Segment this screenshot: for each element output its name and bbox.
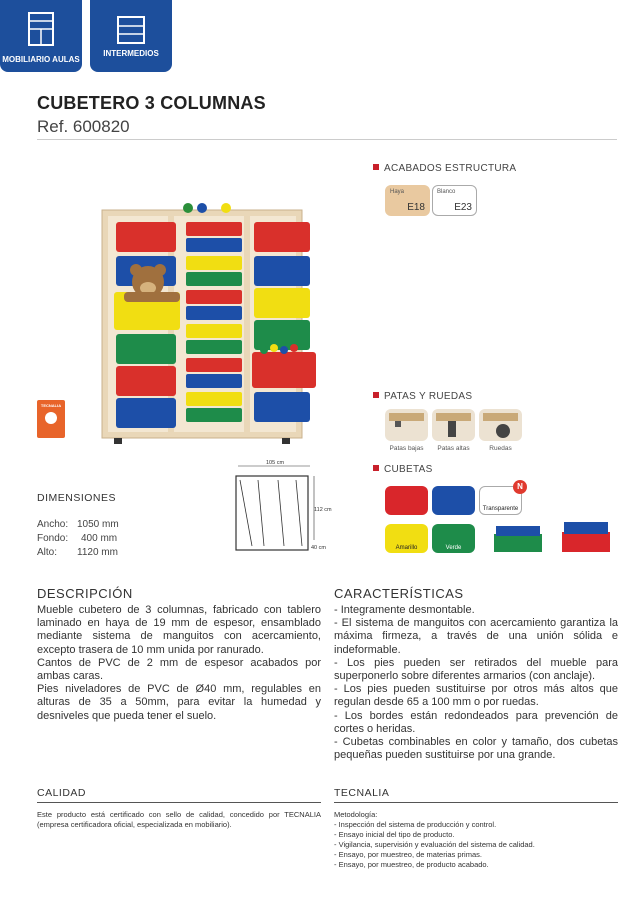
tray-color-blue[interactable]	[432, 486, 475, 515]
tray-color-amarillo[interactable]: Amarillo	[385, 524, 428, 553]
drawing-depth-label: 40 cm	[311, 545, 326, 551]
cabinet-icon	[28, 12, 54, 46]
tray-column-right	[252, 222, 316, 422]
quality-divider	[37, 802, 321, 803]
certification-badge	[37, 400, 65, 438]
feature-item: - Los pies pueden ser retirados del mueble para superponerlo sobre diferentes armarios (con anclaje).	[334, 656, 618, 683]
cert-logo-icon	[45, 412, 57, 424]
product-title: CUBETERO 3 COLUMNAS	[37, 93, 266, 113]
drawing-width-label: 105 cm	[266, 460, 285, 466]
drawers-icon	[117, 16, 145, 44]
feature-item: - Los pies pueden sustituirse por otros más altos que regulan desde 65 a 100 mm o por ruedas.	[334, 683, 618, 709]
leg-option-ruedas[interactable]	[479, 409, 522, 441]
features-heading: CARACTERÍSTICAS	[334, 586, 464, 601]
dimension-row: Ancho: 1050 mm	[37, 519, 119, 530]
leg-option-patas-altas[interactable]	[432, 409, 475, 441]
dimensions-list	[37, 518, 119, 560]
high-leg-icon	[432, 409, 475, 441]
tab-label: INTERMEDIOS	[103, 49, 159, 58]
tab-label: MOBILIARIO AULAS	[2, 55, 80, 64]
bullet-icon	[373, 465, 379, 471]
tecnalia-item: - Inspección del sistema de producción y control.	[334, 820, 497, 829]
tray-color-verde[interactable]: Verde	[432, 524, 475, 553]
bullet-icon	[373, 164, 379, 170]
tecnalia-item: - Ensayo, por muestreo, de producto acabado.	[334, 860, 489, 869]
leg-label: Ruedas	[489, 445, 512, 452]
dimension-row: Alto: 1120 mm	[37, 547, 118, 558]
small-tray-icon	[492, 520, 544, 556]
large-tray-icon	[560, 516, 612, 556]
finish-swatch-haya[interactable]: Haya E18	[385, 185, 430, 216]
dimension-row: Fondo: 400 mm	[37, 533, 118, 544]
finish-swatch-blanco[interactable]: Blanco E23	[432, 185, 477, 216]
leg-label: Patas altas	[437, 445, 470, 452]
cert-badge-label: TECNALIA	[40, 403, 62, 408]
finishes-label: ACABADOS ESTRUCTURA	[373, 163, 516, 174]
wheel-icon	[479, 409, 522, 441]
leg-label: Patas bajas	[389, 445, 424, 452]
low-leg-icon	[385, 409, 428, 441]
tab-mobiliario-aulas[interactable]	[0, 0, 82, 72]
trays-label: CUBETAS	[373, 464, 433, 475]
quality-heading: CALIDAD	[37, 787, 87, 799]
tecnalia-item: - Ensayo, por muestreo, de materias primas.	[334, 850, 482, 859]
tecnalia-heading: TECNALIA	[334, 787, 390, 799]
features-list	[334, 604, 618, 762]
tecnalia-text: Metodología: - Inspección del sistema de producción y control. - Ensayo inicial del tipo de producto. - Vigilancia, supervisión y evaluación del sistema de calidad. - Ensayo, por muestreo, de materias primas. - Ensayo, por muestreo, de producto acabado.	[334, 810, 618, 870]
description-text: Mueble cubetero de 3 columnas, fabricado con tablero laminado en haya de 19 mm de espesor, ensamblado mediante sistema de manguitos con acercamiento, excepto trasera de 10 mm unida por ranurado. Cantos de PVC de 2 mm de espesor acabados por ambas caras. Pies niveladores de PVC de Ø40 mm, regulables en alturas de 35 a 50mm, para evitar la humedad y desniveles que pueda tener el suelo.	[37, 604, 321, 722]
feature-item: - Cubetas combinables en color y tamaño, dos cubetas pequeñas pueden sustituirse por una grande.	[334, 736, 618, 762]
product-ref: Ref. 600820	[37, 117, 130, 136]
new-badge: N	[513, 480, 527, 494]
leg-option-patas-bajas[interactable]	[385, 409, 428, 441]
legs-label: PATAS Y RUEDAS	[373, 391, 472, 402]
feature-item: - Los bordes están redondeados para prevención de cortes o heridas.	[334, 709, 618, 735]
tray-color-red[interactable]	[385, 486, 428, 515]
feature-item: - Integramente desmontable.	[334, 604, 475, 616]
product-image	[98, 200, 320, 446]
bullet-icon	[373, 392, 379, 398]
tray-color-transparente[interactable]: Transparente	[479, 486, 522, 515]
tecnalia-item: - Ensayo inicial del tipo de producto.	[334, 830, 455, 839]
feature-item: - El sistema de manguitos con acercamiento garantiza la máxima firmeza, a través de una unión sólida e indeformable.	[334, 617, 618, 656]
tab-intermedios[interactable]	[90, 0, 172, 72]
tecnalia-divider	[334, 802, 618, 803]
description-heading: DESCRIPCIÓN	[37, 586, 133, 601]
dimensions-heading: DIMENSIONES	[37, 492, 117, 504]
quality-text: Este producto está certificado con sello de calidad, concedido por TECNALIA (empresa certificadora oficial, especializada en mobiliario).	[37, 810, 321, 829]
drawing-height-label: 112 cm	[314, 507, 332, 513]
title-divider	[37, 139, 617, 140]
tecnalia-item: - Vigilancia, supervisión y evaluación del sistema de calidad.	[334, 840, 535, 849]
